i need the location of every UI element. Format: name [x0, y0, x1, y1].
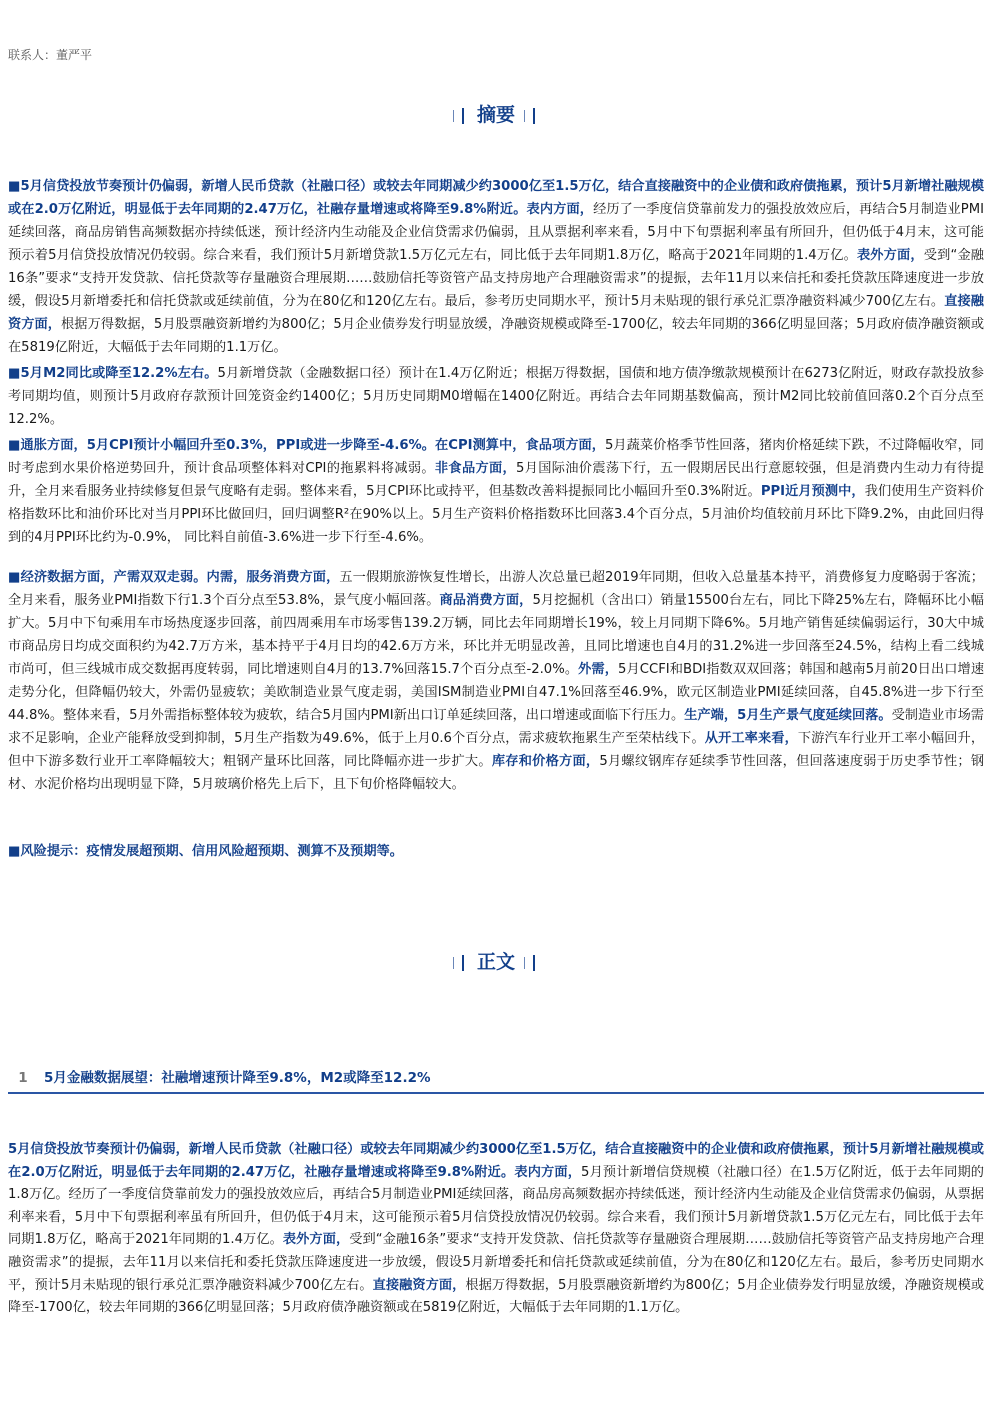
bullet-square: ■ [8, 179, 21, 194]
body-text: 受到“金融16条”要求“支持开发贷款、信托贷款等存量融资合理展期……鼓励信托等资管产品支持房地产合理融资需求”的提振，去年11月以来信托和委托贷款压降速度进一步放缓，假设5月新增委托和信托贷款或延续前值，分为在80亿和120亿左右。最后，参考历史同期水平，预计5月未贴现的银行承兑汇票净融资料减少700亿左右。 [8, 248, 984, 309]
bullet-square: ■ [8, 438, 21, 453]
heading-divider [462, 955, 464, 971]
contact-person: 联系人：董严平 [8, 48, 93, 62]
emphasis-text: 表外方面， [282, 1232, 350, 1248]
emphasis-text: 生产端，5月生产景气度延续回落。 [684, 708, 892, 723]
body-paragraph-credit [8, 1139, 984, 1320]
body-text: 根据万得数据，5月股票融资新增约为800亿；5月企业债券发行明显放缓，净融资规模或降至-1700亿，较去年同期的366亿明显回落；5月政府债净融资额或在5819亿附近，大幅低于去年同期的1.1万亿。 [8, 317, 985, 355]
body-text: 5月挖掘机（含出口）销量15500台左右，同比下降25%左右，降幅环比小幅扩大。5月中下旬乘用车市场热度逐步回落，前四周乘用车市场零售139.2万辆，同比去年同期增长19%，较上月同期下降6%。5月地产销售延续偏弱运行，30大中城市商品房日均成交面积约为42.7万方米，基本持平于4月日均的42.6万方米，环比并无明显改善，且同比增速也自4月的31.2%进一步回落至24.5%，结构上看二线城市尚可，但三线城市成交数据再度转弱，同比增速则自4月的13.7%回落15.7个百分点至-2.0%。 [8, 593, 984, 677]
emphasis-text: 经济数据方面，产需双双走弱。内需，服务消费方面， [20, 570, 340, 585]
summary-heading-text: 摘要 [476, 104, 515, 126]
body-heading [0, 947, 992, 974]
body-text: 受到“金融16条”要求“支持开发贷款、信托贷款等存量融资合理展期……鼓励信托等资管产品支持房地产合理融资需求”的提振，去年11月以来信托和委托贷款压降速度进一步放缓，假设5月新增委托和信托贷款或延续前值，分为在80亿和120亿左右。最后，参考历史同期水平，预计5月未贴现的银行承兑汇票净融资料减少700亿左右。 [8, 1232, 984, 1293]
emphasis-text: 库存和价格方面， [491, 754, 600, 769]
section-divider [8, 1092, 984, 1094]
emphasis-text: 5月M2同比或降至12.2%左右。 [20, 366, 218, 381]
emphasis-text: 外需， [578, 662, 618, 677]
summary-heading [0, 100, 992, 127]
body-text: 5月螺纹钢库存延续季节性回落，但回落速度弱于历史季节性；钢材、水泥价格均出现明显下降，5月玻璃价格先上后下，且下旬价格降幅较大。 [8, 754, 985, 792]
heading-divider [533, 955, 535, 971]
heading-divider [524, 957, 525, 969]
body-text: 5月蔬菜价格季节性回落，猪肉价格延续下跌，不过降幅收窄，同时考虑到水果价格逆势回升，预计食品项整体料对CPI的拖累料将减弱。 [8, 438, 984, 476]
summary-paragraph-inflation [8, 434, 984, 549]
body-text: 下游汽车行业开工率小幅回升，但中下游多数行业开工率降幅较大；粗钢产量环比回落，同比降幅亦进一步扩大。 [8, 731, 985, 769]
heading-divider [453, 957, 454, 969]
heading-divider [462, 108, 464, 124]
bullet-square: ■ [8, 366, 21, 381]
heading-divider [533, 108, 535, 124]
emphasis-text: 直接融资方面， [372, 1277, 466, 1293]
body-heading-text: 正文 [476, 951, 515, 973]
emphasis-text: 风险提示：疫情发展超预期、信用风险超预期、测算不及预期等。 [20, 844, 403, 859]
emphasis-text: 直接融资方面， [8, 294, 984, 332]
section-title [8, 1066, 984, 1086]
body-text: 我们使用生产资料价格指数环比和油价环比对当月PPI环比做回归，回归调整R²在90%以上。5月生产资料价格指数环比回落3.4个百分点，5月油价均值较前月环比下降9.2%，由此回归得到的4月PPI环比约为-0.9%， 同比料自前值-3.6%进一步下行至-4.6%。 [8, 484, 984, 545]
emphasis-text: 非食品方面， [434, 461, 517, 476]
emphasis-text: 5月信贷投放节奏预计仍偏弱，新增人民币贷款（社融口径）或较去年同期减少约3000亿至1.5万亿，结合直接融资中的企业债和政府债拖累，预计5月新增社融规模或在2.0万亿附近，明显低于去年同期的2.47万亿，社融存量增速或将降至9.8%附近。表内方面， [8, 1142, 984, 1180]
bullet-square: ■ [8, 570, 21, 585]
body-text: 根据万得数据，5月股票融资新增约为800亿；5月企业债券发行明显放缓，净融资规模或降至-1700亿，较去年同期的366亿明显回落；5月政府债净融资额或在5819亿附近，大幅低于去年同期的1.1万亿。 [8, 1277, 985, 1316]
emphasis-text: 商品消费方面， [439, 593, 533, 608]
emphasis-text: PPI近月预测中， [760, 484, 865, 499]
body-text: 5月国际油价震荡下行，五一假期居民出行意愿较强，但是消费内生动力有待提升，全月来看服务业持续修复但景气度略有走弱。整体来看，5月CPI环比或持平，但基数改善料提振同比小幅回升至0.3%附近。 [8, 461, 984, 499]
body-text: 经历了一季度信贷靠前发力的强投放效应后，再结合5月制造业PMI延续回落，商品房销售高频数据亦持续低迷，预计经济内生动能及企业信贷需求仍偏弱，且从票据利率来看，5月中下旬票据利率虽有所回升，但仍低于4月末，这可能预示着5月信贷投放情况仍较弱。综合来看，我们预计5月新增贷款1.5万亿元左右，同比低于去年同期1.8万亿，略高于2021年同期的1.4万亿。 [8, 202, 984, 263]
summary-paragraph-risk [8, 840, 984, 863]
summary-paragraph-m2 [8, 362, 984, 431]
bullet-square: ■ [8, 844, 21, 859]
emphasis-text: 表外方面， [856, 248, 924, 263]
body-text: 五一假期旅游恢复性增长，出游人次总量已超2019年同期，但收入总量基本持平，消费修复力度略弱于客流；全月来看，服务业PMI指数下行1.3个百分点至53.8%，景气度小幅回落。 [8, 570, 984, 608]
section-title-text: 5月金融数据展望：社融增速预计降至9.8%，M2或降至12.2% [44, 1070, 431, 1086]
heading-divider [453, 110, 454, 122]
section-number: 1 [18, 1070, 28, 1086]
body-text: 5月新增贷款（金融数据口径）预计在1.4万亿附近；根据万得数据，国债和地方债净缴款规模预计在6273亿附近，财政存款投放参考同期均值，则预计5月政府存款预计回笼资金约1400亿；5月历史同期M0增幅在1400亿附近。再结合去年同期基数偏高，预计M2同比较前值回落0.2个百分点至12.2%。 [8, 366, 984, 427]
summary-paragraph-economy [8, 566, 984, 796]
body-text: 受制造业市场需求不足影响，企业产能释放受到抑制，5月生产指数为49.6%，低于上月0.6个百分点，需求疲软拖累生产至荣枯线下。 [8, 708, 984, 746]
summary-paragraph-credit [8, 175, 984, 359]
emphasis-text: 从开工率来看， [704, 731, 798, 746]
heading-divider [524, 110, 525, 122]
emphasis-text: 5月信贷投放节奏预计仍偏弱，新增人民币贷款（社融口径）或较去年同期减少约3000亿至1.5万亿，结合直接融资中的企业债和政府债拖累，预计5月新增社融规模或在2.0万亿附近，明显低于去年同期的2.47万亿，社融存量增速或将降至9.8%附近。表内方面， [8, 179, 984, 217]
emphasis-text: 通胀方面，5月CPI预计小幅回升至0.3%，PPI或进一步降至-4.6%。在CPI测算中，食品项方面， [20, 438, 605, 453]
body-text: 5月预计新增信贷规模（社融口径）在1.5万亿附近，低于去年同期的1.8万亿。经历了一季度信贷靠前发力的强投放效应后，再结合5月制造业PMI延续回落，商品房高频数据亦持续低迷，预计经济内生动能及企业信贷需求仍偏弱，从票据利率来看，5月中下旬票据利率虽有所回升，但仍低于4月末，这可能预示着5月信贷投放情况仍较弱。综合来看，我们预计5月新增贷款1.5万亿元左右，同比低于去年同期1.8万亿，略高于2021年同期的1.4万亿。 [8, 1164, 984, 1248]
body-text: 5月CCFI和BDI指数双双回落；韩国和越南5月前20日出口增速走势分化，但降幅仍较大，外需仍显疲软；美欧制造业景气度走弱，美国ISM制造业PMI自47.1%回落至46.9%，欧元区制造业PMI延续回落，自45.8%进一步下行至44.8%。整体来看，5月外需指标整体较为疲软，结合5月国内PMI新出口订单延续回落，出口增速或面临下行压力。 [8, 662, 985, 723]
